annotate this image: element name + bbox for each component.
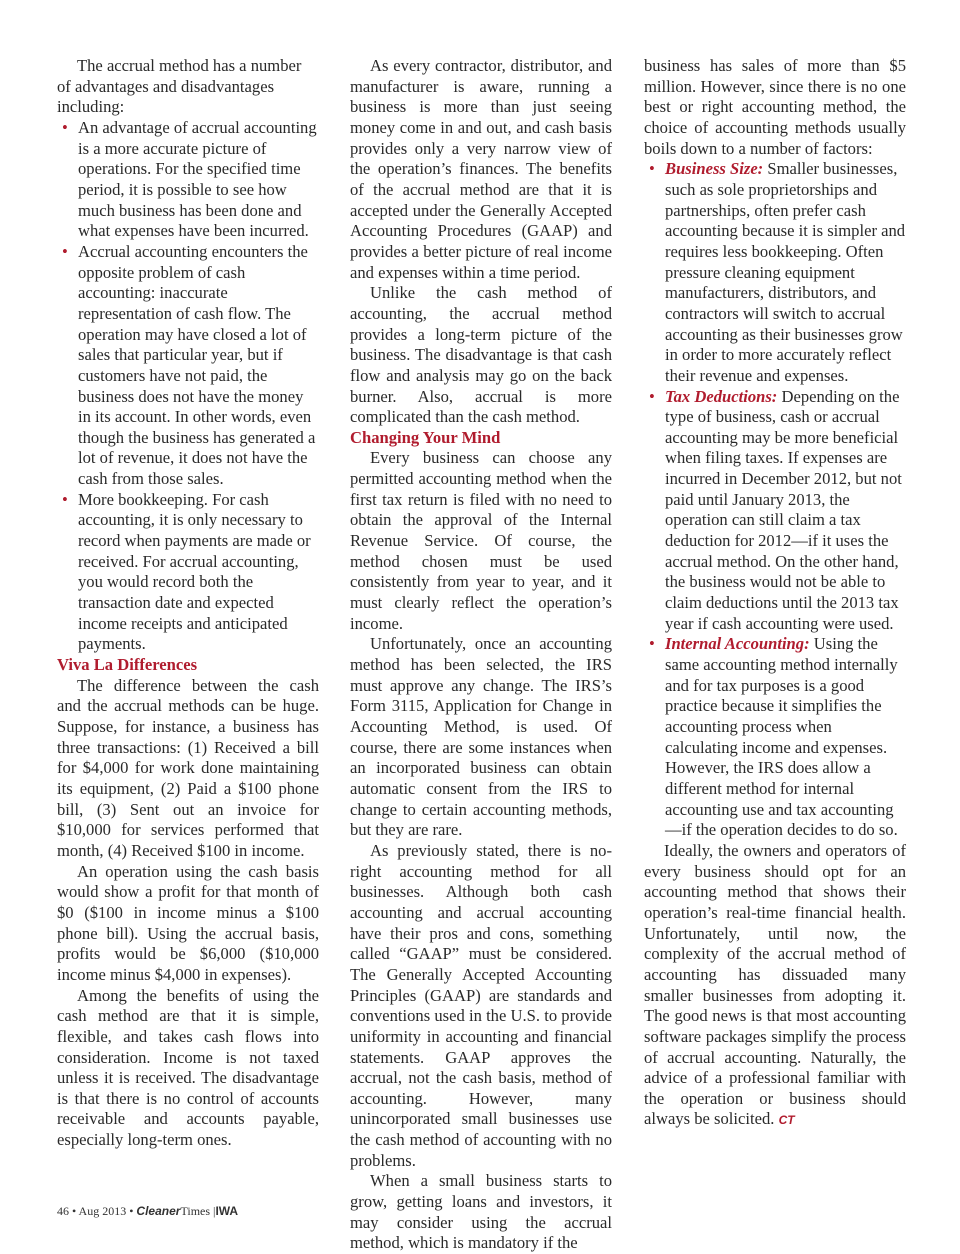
paragraph: Unfortunately, once an accounting method has been selected, the IRS must approve any change. The IRS’s Form 3115, Application for Change in Accounting Method, is used. Of course, there are some instances when an incorporated business can obtain automatic consent from the IRS to change to certain accounting methods, but they are rare.: [350, 634, 612, 840]
paragraph: Unlike the cash method of accounting, the accrual method provides a long-term picture of the business. The disadvantage is that cash flow and analysis may go on the back burner. Also, accrual is more complicated than the cash method.: [350, 283, 612, 427]
list-lead: Business Size:: [665, 159, 764, 179]
section-heading: Changing Your Mind: [350, 427, 501, 447]
list-item: • Accrual accounting encounters the opposite problem of cash accounting: inaccurate representation of cash flow. The operation may have closed a lot of sales that particular year, but if customers have not paid, the business does not have the money in its account. In other words, even though the business has generated a lot of revenue, it does not have the cash from those sales.: [78, 242, 319, 490]
list-text: Smaller businesses, such as sole proprietorships and partnerships, often prefer cash accounting because it is simpler and requires less bookkeeping. Often pressure cleaning equipment manufacturers, distributors, and contractors will switch to accrual accounting as their businesses grow in order to more accurately reflect their revenue and expenses.: [665, 159, 906, 385]
paragraph: The difference between the cash and the accrual methods can be huge. Suppose, for instance, a business has three transactions: (1) Received a bill for $4,000 for work done maintaining its equipment, (2) Paid a $100 phone bill, (3) Sent out an invoice for $10,000 for services performed that month, (4) Received $100 in income.: [57, 675, 319, 860]
list-item: [665, 159, 906, 386]
paragraph-text: Ideally, the owners and operators of every business should opt for an accounting method that shows their operation’s real-time financial health. Unfortunately, until now, the complexity of the accrual method of accounting has dissuaded many smaller businesses from adopting it. The good news is that most accounting software packages simplify the process of accrual accounting. Naturally, the advice of a professional familiar with the operation or business should always be solicited.: [644, 840, 906, 1129]
list-text: Using the same accounting method internally and for tax purposes is a good practice because it simplifies the accounting process when calculating income and expenses. However, the IRS does allow a different method for internal accounting use and tax accounting—if the operation decides to do so.: [665, 634, 898, 840]
paragraph: Every business can choose any permitted accounting method when the first tax return is filed with no need to obtain the approval of the Internal Revenue Service. Of course, the method chosen must be used consistently from year to year, and it must clearly reflect the operation’s income.: [350, 448, 612, 633]
paragraph: Among the benefits of using the cash method are that it is simple, flexible, and takes cash flows into consideration. Income is not taxed unless it is received. The disadvantage is that there is no control of accounts receivable and accounts payable, especially long-term ones.: [57, 985, 319, 1150]
page-number: 46: [57, 1204, 69, 1218]
list-item: [665, 634, 906, 841]
column-2: [350, 56, 612, 1254]
paragraph: When a small business starts to grow, getting loans and investors, it may consider using the accrual method, which is mandatory if the: [350, 1171, 612, 1253]
bullet-list: [57, 118, 319, 655]
issue-date: Aug 2013: [78, 1204, 127, 1218]
list-item: • More bookkeeping. For cash accounting, it is only necessary to record when payments are made or received. For accrual accounting, you would record both the transaction date and expected income receipts and anticipated payments.: [78, 490, 319, 655]
paragraph: business has sales of more than $5 million. However, since there is no one best or right accounting method, the choice of accounting methods usually boils down to a number of factors:: [644, 56, 906, 158]
end-mark: CT: [778, 1113, 795, 1128]
list-lead: Internal Accounting:: [665, 634, 810, 654]
separator: |: [213, 1204, 216, 1218]
magazine-name: Cleaner: [136, 1204, 181, 1218]
separator: •: [72, 1204, 77, 1218]
paragraph: An operation using the cash basis would show a profit for that month of $0 ($100 in income minus a $100 phone bill). Using the accrual basis, profits would be $6,000 ($10,000 income minus $4,000 in expenses).: [57, 861, 319, 984]
magazine-name-rest: Times: [180, 1204, 211, 1218]
list-item: • An advantage of accrual accounting is a more accurate picture of operations. For the specified time period, it is possible to see how much business has been done and what expenses have been incurred.: [78, 118, 319, 242]
list-item: [665, 387, 906, 635]
list-lead: Tax Deductions:: [665, 386, 778, 406]
paragraph: As previously stated, there is no-right accounting method for all businesses. Although both cash accounting and accrual accounting have their pros and cons, something called “GAAP” must be considered. The Generally Accepted Accounting Principles (GAAP) are standards and conventions used in the U.S. to provide uniformity in accounting and financial statements. GAAP approves the accrual, not the cash basis, method of accounting. However, many unincorporated small businesses use the cash method of accounting with no problems.: [350, 840, 612, 1170]
bullet-list: [644, 159, 906, 841]
section-label: IWA: [215, 1204, 239, 1218]
page-footer: [57, 1204, 238, 1219]
paragraph: The accrual method has a number of advantages and disadvantages including:: [57, 56, 302, 117]
column-3: [644, 56, 906, 1131]
paragraph: [644, 841, 906, 1131]
section-heading: Viva La Differences: [57, 655, 198, 675]
paragraph: As every contractor, distributor, and manufacturer is aware, running a business is more than just seeing money come in and out, and cash basis provides only a very narrow view of the operation’s finances. The benefits of the accrual method are that it is accepted under the Generally Accepted Accounting Procedures (GAAP) and provides a better picture of real income and expenses within a time period.: [350, 56, 612, 282]
column-1: [57, 56, 319, 1151]
list-text: Depending on the type of business, cash or accrual accounting may be more beneficial when filing taxes. If expenses are incurred in December 2012, but not paid until January 2013, the operation can still claim a tax deduction for 2012—if it uses the accrual method. On the other hand, the business would not be able to claim deductions until the 2013 tax year if cash accounting were used.: [665, 386, 902, 633]
separator: •: [129, 1204, 134, 1218]
